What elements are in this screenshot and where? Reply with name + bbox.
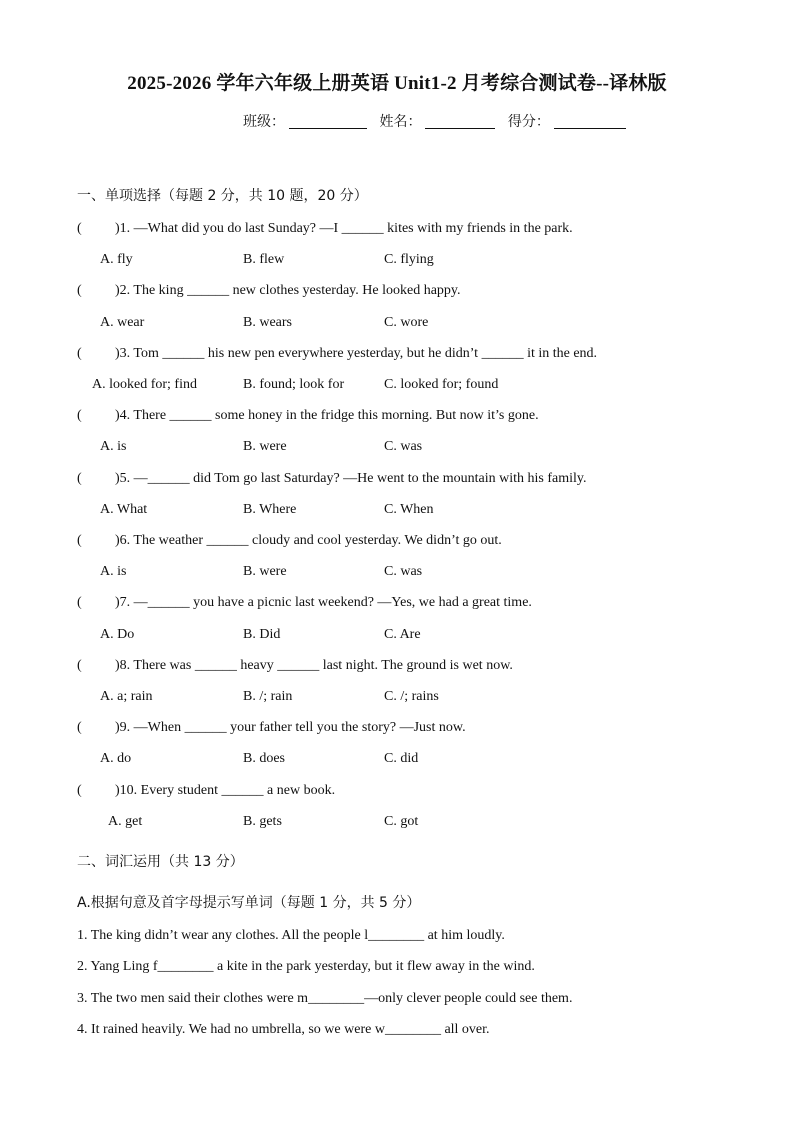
option-a[interactable]: A. is bbox=[100, 439, 127, 454]
option-b[interactable]: B. does bbox=[243, 751, 285, 766]
question-2: ( )2. The king ______ new clothes yesterday. He looked happy. bbox=[77, 283, 461, 298]
option-c[interactable]: C. looked for; found bbox=[384, 377, 499, 392]
option-b[interactable]: B. found; look for bbox=[243, 377, 345, 392]
question-stem: )8. There was ______ heavy ______ last night. The ground is wet now. bbox=[115, 658, 513, 673]
class-blank[interactable] bbox=[289, 114, 367, 129]
question-10: ( )10. Every student ______ a new book. bbox=[77, 783, 336, 798]
option-a[interactable]: A. Do bbox=[100, 627, 135, 642]
option-b[interactable]: B. flew bbox=[243, 252, 285, 267]
page-title: 2025-2026 学年六年级上册英语 Unit1-2 月考综合测试卷--译林版 bbox=[127, 73, 667, 94]
option-c[interactable]: C. got bbox=[384, 814, 419, 829]
option-a[interactable]: A. a; rain bbox=[100, 689, 153, 704]
option-c[interactable]: C. flying bbox=[384, 252, 434, 267]
option-a[interactable]: A. do bbox=[100, 751, 132, 766]
question-5: ( )5. —______ did Tom go last Saturday? —He went to the mountain with his family. bbox=[77, 471, 587, 486]
option-c[interactable]: C. /; rains bbox=[384, 689, 439, 704]
question-stem: )7. —______ you have a picnic last weekend? —Yes, we had a great time. bbox=[115, 595, 532, 610]
question-3: ( )3. Tom ______ his new pen everywhere yesterday, but he didn’t ______ it in the end. bbox=[77, 346, 598, 361]
option-a[interactable]: A. wear bbox=[100, 315, 145, 330]
fill-item-4[interactable]: 4. It rained heavily. We had no umbrella, so we were w________ all over. bbox=[77, 1022, 490, 1037]
question-6: ( )6. The weather ______ cloudy and cool yesterday. We didn’t go out. bbox=[77, 533, 502, 548]
student-info-line bbox=[243, 111, 634, 131]
option-a[interactable]: A. What bbox=[100, 502, 148, 517]
fill-item-3[interactable]: 3. The two men said their clothes were m________—only clever people could see them. bbox=[77, 991, 573, 1006]
question-stem: )4. There ______ some honey in the fridge this morning. But now it’s gone. bbox=[115, 408, 539, 423]
fill-item-2[interactable]: 2. Yang Ling f________ a kite in the park yesterday, but it flew away in the wind. bbox=[77, 959, 535, 974]
question-stem: )1. —What did you do last Sunday? —I ______ kites with my friends in the park. bbox=[115, 221, 573, 236]
option-c[interactable]: C. wore bbox=[384, 315, 429, 330]
question-4: ( )4. There ______ some honey in the fridge this morning. But now it’s gone. bbox=[77, 408, 539, 423]
option-c[interactable]: C. Are bbox=[384, 627, 421, 642]
section1-heading: 一、单项选择（每题 2 分，共 10 题，20 分） bbox=[77, 188, 368, 204]
option-b[interactable]: B. /; rain bbox=[243, 689, 293, 704]
option-b[interactable]: B. Did bbox=[243, 627, 281, 642]
fill-item-1[interactable]: 1. The king didn’t wear any clothes. All the people l________ at him loudly. bbox=[77, 928, 505, 943]
score-label: 得分： bbox=[507, 114, 550, 130]
option-c[interactable]: C. When bbox=[384, 502, 434, 517]
option-a[interactable]: A. looked for; find bbox=[92, 377, 197, 392]
question-stem: )9. —When ______ your father tell you the story? —Just now. bbox=[115, 720, 466, 735]
class-label: 班级： bbox=[243, 114, 285, 130]
score-blank[interactable] bbox=[554, 114, 626, 129]
name-blank[interactable] bbox=[425, 114, 495, 129]
section2-heading: 二、词汇运用（共 13 分） bbox=[77, 854, 244, 870]
question-stem: )10. Every student ______ a new book. bbox=[115, 783, 336, 798]
question-1: ( )1. —What did you do last Sunday? —I ______ kites with my friends in the park. bbox=[77, 221, 573, 236]
option-a[interactable]: A. fly bbox=[100, 252, 133, 267]
question-stem: )5. —______ did Tom go last Saturday? —He went to the mountain with his family. bbox=[115, 471, 587, 486]
question-stem: )6. The weather ______ cloudy and cool yesterday. We didn’t go out. bbox=[115, 533, 502, 548]
option-b[interactable]: B. Where bbox=[243, 502, 297, 517]
option-b[interactable]: B. were bbox=[243, 439, 287, 454]
question-8: ( )8. There was ______ heavy ______ last night. The ground is wet now. bbox=[77, 658, 513, 673]
question-9: ( )9. —When ______ your father tell you the story? —Just now. bbox=[77, 720, 466, 735]
option-b[interactable]: B. were bbox=[243, 564, 287, 579]
option-c[interactable]: C. was bbox=[384, 439, 423, 454]
option-b[interactable]: B. wears bbox=[243, 315, 292, 330]
option-a[interactable]: A. get bbox=[108, 814, 143, 829]
option-c[interactable]: C. did bbox=[384, 751, 419, 766]
option-b[interactable]: B. gets bbox=[243, 814, 282, 829]
option-a[interactable]: A. is bbox=[100, 564, 127, 579]
question-stem: )3. Tom ______ his new pen everywhere yesterday, but he didn’t ______ it in the end. bbox=[115, 346, 598, 361]
section2-partA-heading: A.根据句意及首字母提示写单词（每题 1 分，共 5 分） bbox=[77, 895, 421, 911]
question-stem: )2. The king ______ new clothes yesterday. He looked happy. bbox=[115, 283, 461, 298]
question-7: ( )7. —______ you have a picnic last weekend? —Yes, we had a great time. bbox=[77, 595, 532, 610]
option-c[interactable]: C. was bbox=[384, 564, 423, 579]
name-label: 姓名： bbox=[379, 114, 422, 130]
